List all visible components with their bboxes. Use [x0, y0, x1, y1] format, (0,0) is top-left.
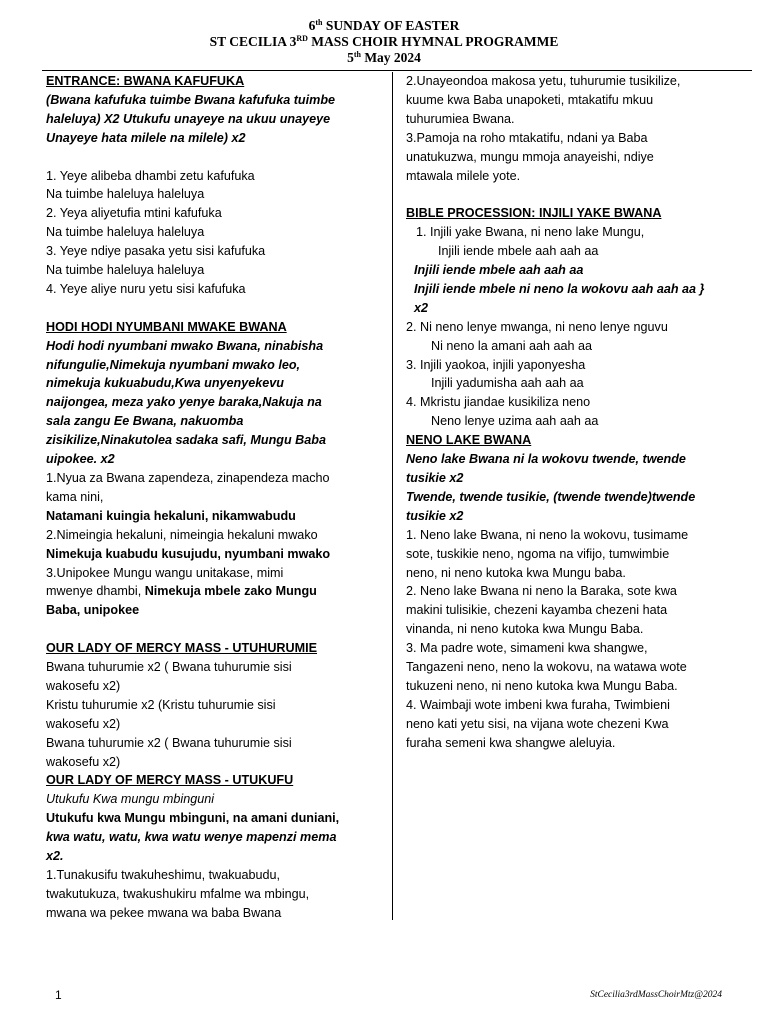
text-line: Na tuimbe haleluya haleluya	[46, 187, 205, 202]
text-line: makini tulisikie, chezeni kayamba chezeni hata	[406, 603, 668, 618]
text-line: Bwana tuhurumie x2 ( Bwana tuhurumie sisi	[46, 735, 292, 750]
text-line: mtawala milele yote.	[406, 168, 521, 183]
text-line: sote, tuskikie neno, ngoma na vifijo, tumwimbie	[406, 546, 670, 561]
text-line: Injili iende mbele aah aah aa	[438, 244, 599, 259]
text-line: 3. Yeye ndiye pasaka yetu sisi kafufuka	[46, 244, 266, 259]
text-line: mwana wa pekee mwana wa baba Bwana	[46, 905, 282, 920]
text-line: Na tuimbe haleluya haleluya	[46, 225, 205, 240]
text-line: nifungulie,Nimekuja nyumbani mwako leo,	[46, 357, 301, 372]
spacer	[46, 299, 380, 318]
text-line: zisikilize,Ninakutolea sadaka safi, Mungu Baba	[46, 433, 326, 448]
text-line: vinanda, ni neno kutoka kwa Mungu Baba.	[406, 622, 644, 637]
text-line: 3. Ma padre wote, simameni kwa shangwe,	[406, 641, 648, 656]
text-line: Injili iende mbele ni neno la wokovu aah aah aa }	[414, 281, 705, 296]
section-heading: OUR LADY OF MERCY MASS - UTUHURUMIE	[46, 641, 318, 656]
document-header	[0, 18, 768, 66]
text-line: unatukuzwa, mungu mmoja anayeishi, ndiye	[406, 149, 654, 164]
text-line: wakosefu x2)	[46, 754, 121, 769]
text-line: 2. Yeya aliyetufia mtini kafufuka	[46, 206, 222, 221]
spacer	[46, 620, 380, 639]
text-line: Ni neno la amani aah aah aa	[431, 338, 593, 353]
text-line: 2. Ni neno lenye mwanga, ni neno lenye nguvu	[406, 319, 668, 334]
text-line: kama nini,	[46, 489, 104, 504]
text-line: 1. Injili yake Bwana, ni neno lake Mungu,	[416, 225, 645, 240]
text-line: Tangazeni neno, neno la wokovu, na watawa wote	[406, 660, 687, 675]
text-line: 4. Mkristu jiandae kusikiliza neno	[406, 395, 591, 410]
text-line: 4. Yeye aliye nuru yetu sisi kafufuka	[46, 281, 246, 296]
page-number: 1	[55, 988, 62, 1002]
header-line-2: ST CECILIA 3RD MASS CHOIR HYMNAL PROGRAMME	[209, 34, 559, 49]
section-heading: OUR LADY OF MERCY MASS - UTUKUFU	[46, 773, 294, 788]
text-line: twakutukuza, twakushukiru mfalme wa mbingu,	[46, 886, 310, 901]
text-line: neno kati yetu sisi, na vijana wote chezeni Kwa	[406, 716, 669, 731]
text-line: (Bwana kafufuka tuimbe Bwana kafufuka tuimbe	[46, 92, 336, 107]
text-line: Neno lenye uzima aah aah aa	[431, 414, 599, 429]
text-line: naijongea, meza yako yenye baraka,Nakuja na	[46, 395, 322, 410]
text-line: sala zangu Ee Bwana, nakuomba	[46, 414, 244, 429]
column-divider	[392, 72, 393, 920]
text-line: Unayeye hata milele na milele) x2	[46, 130, 246, 145]
text-line: tusikie x2	[406, 508, 464, 523]
text-line: 2.Nimeingia hekaluni, nimeingia hekaluni mwako	[46, 527, 318, 542]
bold-text-span: Nimekuja mbele zako Mungu	[144, 584, 317, 599]
text-line: tuhurumiea Bwana.	[406, 111, 515, 126]
text-line: 3.Pamoja na roho mtakatifu, ndani ya Baba	[406, 130, 648, 145]
section-heading: BIBLE PROCESSION: INJILI YAKE BWANA	[406, 206, 662, 221]
text-line: tukuzeni neno, ni neno kutoka kwa Mungu Baba.	[406, 678, 678, 693]
section-heading: ENTRANCE: BWANA KAFUFUKA	[46, 74, 245, 88]
text-line: 2. Neno lake Bwana ni neno la Baraka, sote kwa	[406, 584, 677, 599]
right-column	[406, 72, 728, 753]
text-line: haleluya) X2 Utukufu unayeye na ukuu unayeye	[46, 111, 331, 126]
text-line: 4. Waimbaji wote imbeni kwa furaha, Twimbieni	[406, 697, 670, 712]
text-line: Hodi hodi nyumbani mwako Bwana, ninabisha	[46, 338, 324, 353]
text-line	[46, 582, 380, 601]
text-line: 1. Neno lake Bwana, ni neno la wokovu, tusimame	[406, 527, 689, 542]
text-line: furaha semeni kwa shangwe aleluyia.	[406, 735, 616, 750]
section-heading: HODI HODI NYUMBANI MWAKE BWANA	[46, 319, 287, 334]
text-line: Natamani kuingia hekaluni, nikamwabudu	[46, 508, 296, 523]
text-line: Twende, twende tusikie, (twende twende)twende	[406, 489, 696, 504]
text-line: nimekuja kukuabudu,Kwa unyenyekevu	[46, 376, 284, 391]
text-line: wakosefu x2)	[46, 716, 121, 731]
text-line: 1.Tunakusifu twakuheshimu, twakuabudu,	[46, 868, 281, 883]
spacer	[46, 148, 380, 167]
text-line: neno, ni neno kutoka kwa Mungu baba.	[406, 565, 626, 580]
text-line: wakosefu x2)	[46, 678, 121, 693]
text-line: 1.Nyua za Bwana zapendeza, zinapendeza macho	[46, 471, 330, 485]
footer-credit: StCecilia3rdMassChoirMtz@2024	[590, 990, 722, 1000]
text-line: 3. Injili yaokoa, injili yaponyesha	[406, 357, 586, 372]
text-line: 1. Yeye alibeba dhambi zetu kafufuka	[46, 168, 255, 183]
text-line: uipokee. x2	[46, 452, 115, 467]
text-line: kwa watu, watu, kwa watu wenye mapenzi mema	[46, 830, 337, 845]
text-line: Bwana tuhurumie x2 ( Bwana tuhurumie sisi	[46, 660, 292, 675]
text-line: tusikie x2	[406, 471, 464, 486]
text-line: Injili yadumisha aah aah aa	[431, 376, 584, 391]
text-line: Injili iende mbele aah aah aa	[414, 263, 584, 278]
text-line: Utukufu Kwa mungu mbinguni	[46, 792, 215, 807]
text-line: Kristu tuhurumie x2 (Kristu tuhurumie sisi	[46, 697, 276, 712]
text-line: x2	[414, 300, 429, 315]
header-line-3: 5th May 2024	[347, 50, 421, 65]
spacer	[406, 185, 728, 204]
text-line: Baba, unipokee	[46, 603, 140, 618]
header-line-1: 6th SUNDAY OF EASTER	[308, 18, 460, 33]
header-rule	[42, 70, 752, 71]
section-heading: NENO LAKE BWANA	[406, 433, 532, 448]
text-line: Nimekuja kuabudu kusujudu, nyumbani mwako	[46, 546, 331, 561]
text-line: x2.	[46, 849, 64, 864]
text-span: mwenye dhambi,	[46, 584, 145, 599]
text-line: Utukufu kwa Mungu mbinguni, na amani duniani,	[46, 811, 340, 826]
text-line: 3.Unipokee Mungu wangu unitakase, mimi	[46, 565, 284, 580]
text-line: Na tuimbe haleluya haleluya	[46, 263, 205, 278]
text-line: Neno lake Bwana ni la wokovu twende, twende	[406, 452, 686, 467]
text-line: kuume kwa Baba unapoketi, mtakatifu mkuu	[406, 92, 654, 107]
text-line: 2.Unayeondoa makosa yetu, tuhurumie tusikilize,	[406, 74, 681, 88]
left-column	[46, 72, 380, 923]
